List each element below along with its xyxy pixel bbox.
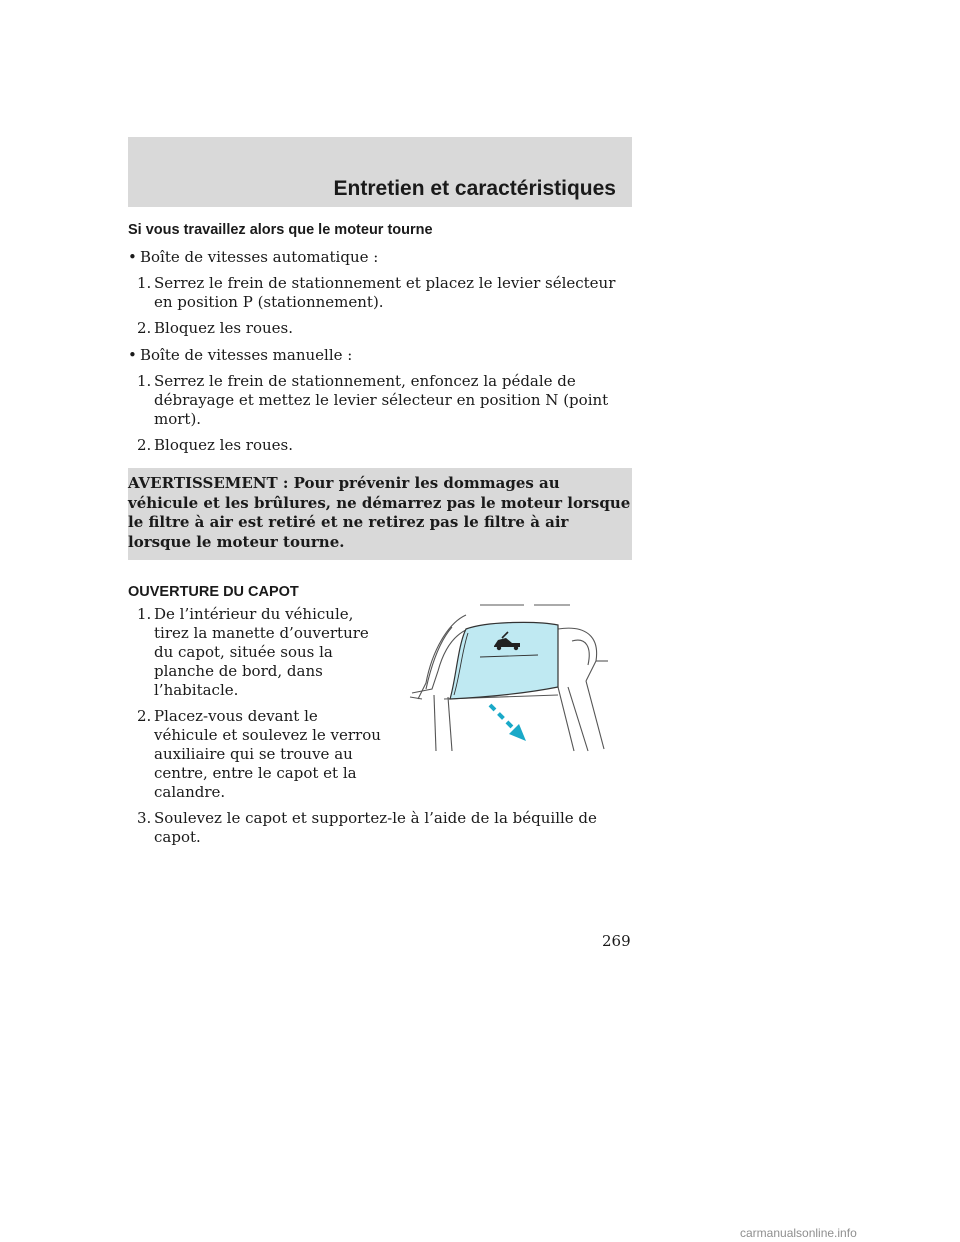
step-text: Soulevez le capot et supportez-le à l’aide de la béquille de capot. <box>154 809 597 846</box>
auto-transmission-label: Boîte de vitesses automatique : <box>140 248 379 266</box>
hood-step-3 <box>128 809 632 847</box>
hood-step-1 <box>128 605 383 700</box>
step-text: Bloquez les roues. <box>154 319 294 337</box>
step-number: 3. <box>137 809 152 827</box>
page-content <box>128 220 632 847</box>
step-number: 2. <box>137 707 152 725</box>
manual-step-1 <box>128 372 632 429</box>
hood-release-handle <box>450 622 558 699</box>
step-text: De l’intérieur du véhicule, tirez la manette d’ouverture du capot, située sous la planche de bord, dans l’habitacle. <box>154 605 369 699</box>
hood-steps-with-illustration <box>128 605 632 802</box>
step-text: Serrez le frein de stationnement et placez le levier sélecteur en position P (stationnement). <box>154 274 616 311</box>
auto-transmission-bullet <box>128 248 632 267</box>
step-number: 1. <box>137 605 152 623</box>
manual-transmission-bullet <box>128 346 632 365</box>
hood-opening-heading: OUVERTURE DU CAPOT <box>128 584 299 600</box>
section-title: Entretien et caractéristiques <box>333 177 616 200</box>
step-number: 2. <box>137 436 152 454</box>
step-text: Placez-vous devant le véhicule et soulevez le verrou auxiliaire qui se trouve au centre, entre le capot et la calandre. <box>154 707 381 801</box>
step-text: Serrez le frein de stationnement, enfoncez la pédale de débrayage et mettez le levier sélecteur en position N (point mort). <box>154 372 609 428</box>
step-number: 1. <box>137 274 152 292</box>
hood-release-illustration <box>408 601 636 753</box>
pull-direction-arrow-icon <box>490 705 526 741</box>
step-number: 1. <box>137 372 152 390</box>
step-text: Bloquez les roues. <box>154 436 294 454</box>
warning-box <box>128 468 632 560</box>
page-number: 269 <box>602 932 631 950</box>
hood-steps-column <box>128 605 383 802</box>
watermark-footer: carmanualsonline.info <box>740 1226 857 1240</box>
bullet-icon: • <box>128 346 137 364</box>
hood-step-2 <box>128 707 383 802</box>
auto-step-2 <box>128 319 632 338</box>
warning-text: AVERTISSEMENT : Pour prévenir les dommages au véhicule et les brûlures, ne démarrez pas le moteur lorsque le filtre à air est retiré et ne retirez pas le filtre à air lorsque le moteur tourne. <box>128 474 631 551</box>
section-header-band <box>128 137 632 207</box>
manual-transmission-label: Boîte de vitesses manuelle : <box>140 346 353 364</box>
running-engine-heading: Si vous travaillez alors que le moteur tourne <box>128 222 433 238</box>
bullet-icon: • <box>128 248 137 266</box>
step-number: 2. <box>137 319 152 337</box>
auto-step-1 <box>128 274 632 312</box>
manual-step-2 <box>128 436 632 455</box>
